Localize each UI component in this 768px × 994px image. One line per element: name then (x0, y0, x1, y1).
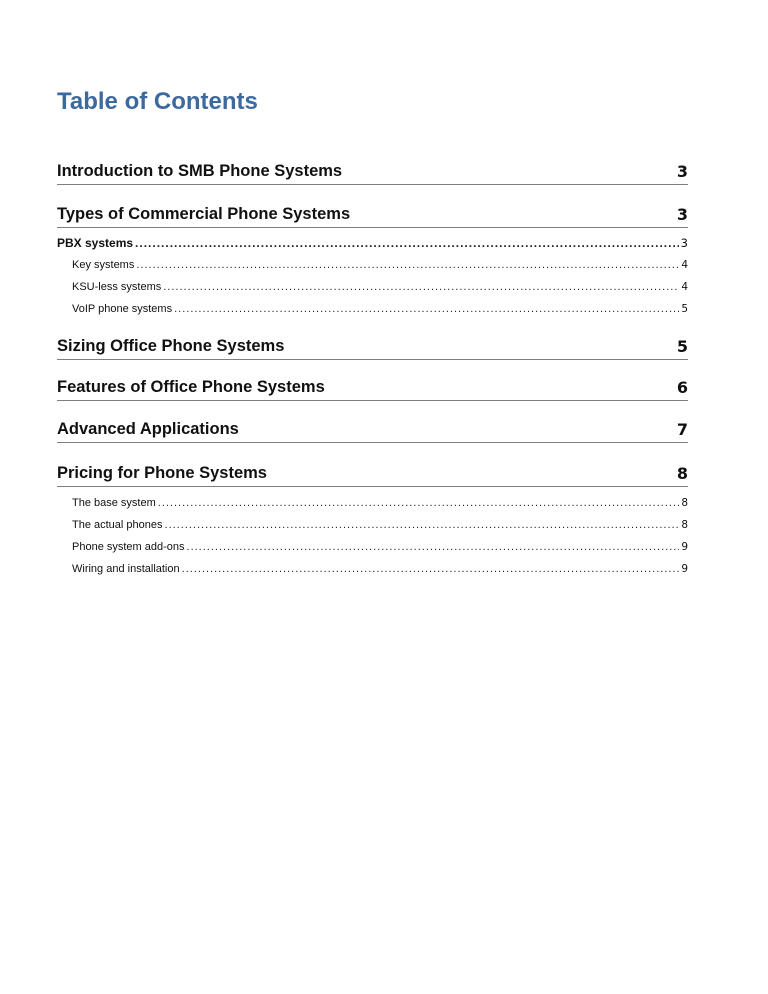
toc-entry-ksu-less-systems[interactable] (72, 281, 688, 297)
toc-entry-page: 3 (680, 236, 688, 250)
toc-entry-pbx-systems[interactable] (57, 236, 688, 252)
toc-entry-types[interactable] (57, 203, 688, 228)
toc-entry-features[interactable] (57, 376, 688, 401)
toc-dot-leader (158, 497, 680, 509)
toc-entry-page: 8 (681, 497, 688, 509)
toc-dot-leader (182, 563, 680, 575)
toc-dot-leader (165, 519, 680, 531)
toc-entry-pricing[interactable] (57, 462, 688, 487)
toc-entry-label: Introduction to SMB Phone Systems (57, 162, 343, 180)
toc-entry-page: 5 (676, 337, 688, 356)
toc-dot-leader (136, 259, 679, 271)
toc-entry-sizing[interactable] (57, 335, 688, 360)
toc-dot-leader (163, 281, 679, 293)
toc-entry-label: Advanced Applications (57, 420, 239, 438)
toc-entry-voip-phone-systems[interactable] (72, 303, 688, 319)
toc-entry-label: Types of Commercial Phone Systems (57, 205, 351, 223)
toc-dot-leader (135, 236, 679, 250)
toc-entry-label: PBX systems (57, 236, 134, 250)
toc-entry-label: The actual phones (72, 519, 163, 531)
toc-title: Table of Contents (57, 88, 258, 115)
toc-entry-label: Phone system add-ons (72, 541, 185, 553)
toc-entry-page: 8 (681, 519, 688, 531)
toc-entry-page: 9 (681, 541, 688, 553)
toc-entry-wiring-installation[interactable] (72, 563, 688, 579)
toc-entry-label: Wiring and installation (72, 563, 180, 575)
toc-entry-page: 8 (676, 464, 688, 483)
toc-entry-phone-system-add-ons[interactable] (72, 541, 688, 557)
toc-dot-leader (187, 541, 680, 553)
toc-entry-label: VoIP phone systems (72, 303, 173, 315)
toc-entry-label: The base system (72, 497, 156, 509)
toc-entry-introduction[interactable] (57, 160, 688, 185)
toc-entry-page: 4 (681, 259, 688, 271)
toc-entry-page: 6 (676, 378, 688, 397)
toc-entry-label: Key systems (72, 259, 135, 271)
toc-entry-page: 3 (676, 162, 688, 181)
toc-entry-page: 3 (676, 205, 688, 224)
toc-entry-page: 4 (681, 281, 688, 293)
toc-entry-label: Features of Office Phone Systems (57, 378, 325, 396)
toc-entry-base-system[interactable] (72, 497, 688, 513)
toc-entry-page: 5 (681, 303, 688, 315)
toc-entry-label: Sizing Office Phone Systems (57, 337, 285, 355)
toc-entry-advanced-applications[interactable] (57, 418, 688, 443)
toc-entry-label: KSU-less systems (72, 281, 162, 293)
toc-entry-actual-phones[interactable] (72, 519, 688, 535)
toc-entry-page: 9 (681, 563, 688, 575)
toc-entry-label: Pricing for Phone Systems (57, 464, 267, 482)
toc-entry-key-systems[interactable] (72, 259, 688, 275)
toc-entry-page: 7 (676, 420, 688, 439)
toc-dot-leader (174, 303, 679, 315)
